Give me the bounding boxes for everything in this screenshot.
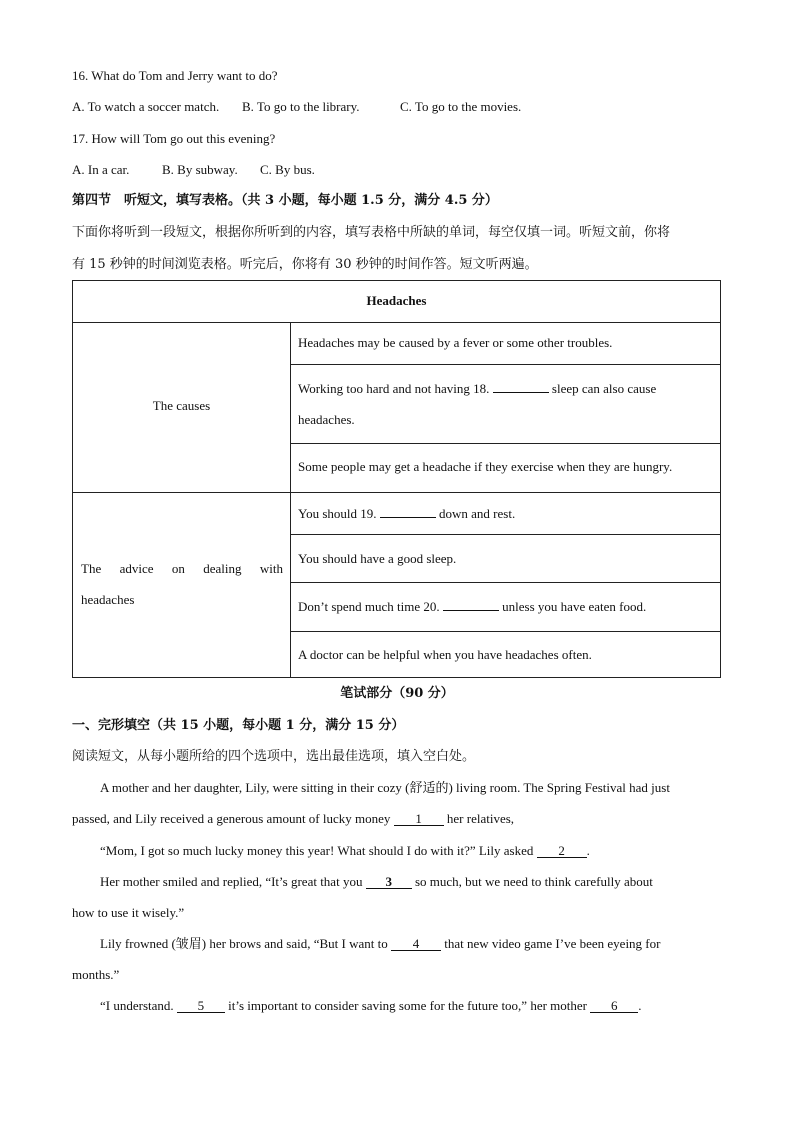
passage-paragraph-1-line-2 xyxy=(72,811,514,827)
cloze-section-heading: 一、完形填空（共 15 小题，每小题 1 分，满分 15 分） xyxy=(72,718,405,733)
answer-blank-19[interactable] xyxy=(380,517,436,518)
section-4-instruction-line-2: 有 15 秒钟的时间浏览表格。听完后，你将有 30 秒钟的时间作答。短文听两遍。 xyxy=(72,257,538,272)
cause-1: Headaches may be caused by a fever or some other troubles. xyxy=(298,335,613,350)
cause-2 xyxy=(298,381,656,397)
table-rule xyxy=(73,492,720,493)
passage-text: . xyxy=(586,843,590,858)
cloze-blank-5[interactable]: 5 xyxy=(177,999,225,1013)
cloze-instruction: 阅读短文，从每小题所给的四个选项中，选出最佳选项，填入空白处。 xyxy=(72,749,476,764)
cause-2-text-after: sleep can also cause xyxy=(551,381,657,396)
answer-blank-18[interactable] xyxy=(493,392,549,393)
cloze-blank-1[interactable]: 1 xyxy=(394,812,444,826)
passage-paragraph-4-line-1 xyxy=(100,936,660,952)
advice-label-word: on xyxy=(171,561,185,576)
advice-label-word: The xyxy=(81,561,102,576)
passage-text: that new video game I’ve been eyeing for xyxy=(444,936,661,951)
passage-text: . xyxy=(638,998,642,1013)
table-rule xyxy=(73,322,720,323)
table-rule xyxy=(290,364,720,365)
passage-paragraph-3-line-2: how to use it wisely.” xyxy=(72,905,185,920)
table-rule xyxy=(290,631,720,632)
question-16-stem: 16. What do Tom and Jerry want to do? xyxy=(72,68,278,83)
written-part-title: 笔试部分（90 分） xyxy=(340,686,454,701)
advice-label-word: dealing xyxy=(203,561,242,576)
table-rule xyxy=(290,582,720,583)
advice-3 xyxy=(298,599,646,615)
passage-paragraph-3-line-1 xyxy=(100,874,653,890)
causes-label: The causes xyxy=(152,398,211,413)
table-title: Headaches xyxy=(366,293,427,308)
section-4-instruction-line-1: 下面你将听到一段短文，根据你所听到的内容，填写表格中所缺的单词，每空仅填一词。听短文前，你将 xyxy=(72,225,671,240)
cloze-blank-4[interactable]: 4 xyxy=(391,937,441,951)
table-column-divider xyxy=(290,322,291,678)
advice-1-text-after: down and rest. xyxy=(439,506,516,521)
question-16-option-a: A. To watch a soccer match. xyxy=(72,99,220,114)
headaches-table xyxy=(72,280,721,678)
advice-label xyxy=(81,561,283,577)
passage-text: Her mother smiled and replied, “It’s great that you xyxy=(100,874,363,889)
answer-blank-20[interactable] xyxy=(443,610,499,611)
cause-2-text-before: Working too hard and not having 18. xyxy=(298,381,490,396)
table-rule xyxy=(290,534,720,535)
passage-text: it’s important to consider saving some for the future too,” her mother xyxy=(228,998,587,1013)
question-17-option-c: C. By bus. xyxy=(260,162,315,177)
advice-1 xyxy=(298,506,515,522)
advice-3-text-after: unless you have eaten food. xyxy=(502,599,647,614)
advice-4: A doctor can be helpful when you have headaches often. xyxy=(298,647,592,662)
passage-text: “Mom, I got so much lucky money this year! What should I do with it?” Lily asked xyxy=(100,843,534,858)
advice-3-text-before: Don’t spend much time 20. xyxy=(298,599,440,614)
passage-paragraph-5 xyxy=(100,998,642,1014)
cause-2-continued: headaches. xyxy=(298,412,355,427)
passage-paragraph-2 xyxy=(100,843,590,859)
passage-text: her relatives, xyxy=(446,811,515,826)
passage-text: so much, but we need to think carefully about xyxy=(414,874,653,889)
passage-text: “I understand. xyxy=(100,998,174,1013)
advice-1-text-before: You should 19. xyxy=(298,506,377,521)
advice-label-word: with xyxy=(259,561,283,576)
cloze-blank-6[interactable]: 6 xyxy=(590,999,638,1013)
question-16-option-c: C. To go to the movies. xyxy=(400,99,522,114)
passage-text: Lily frowned (皱眉) her brows and said, “But I want to xyxy=(100,936,388,951)
question-17-stem: 17. How will Tom go out this evening? xyxy=(72,131,276,146)
advice-2: You should have a good sleep. xyxy=(298,551,457,566)
passage-text: passed, and Lily received a generous amount of lucky money xyxy=(72,811,391,826)
question-16-option-b: B. To go to the library. xyxy=(242,99,360,114)
advice-label-word: advice xyxy=(119,561,154,576)
table-rule xyxy=(290,443,720,444)
advice-label-continued: headaches xyxy=(81,592,135,607)
cloze-blank-3[interactable]: 3 xyxy=(366,875,412,889)
cloze-blank-2[interactable]: 2 xyxy=(537,844,587,858)
section-4-heading: 第四节 听短文，填写表格。（共 3 小题，每小题 1.5 分，满分 4.5 分） xyxy=(72,193,498,208)
passage-paragraph-4-line-2: months.” xyxy=(72,967,120,982)
passage-paragraph-1-line-1: A mother and her daughter, Lily, were sitting in their cozy (舒适的) living room. The Spring Festival had just xyxy=(100,780,670,795)
question-17-option-b: B. By subway. xyxy=(162,162,238,177)
question-17-option-a: A. In a car. xyxy=(72,162,130,177)
cause-3: Some people may get a headache if they exercise when they are hungry. xyxy=(298,459,673,474)
